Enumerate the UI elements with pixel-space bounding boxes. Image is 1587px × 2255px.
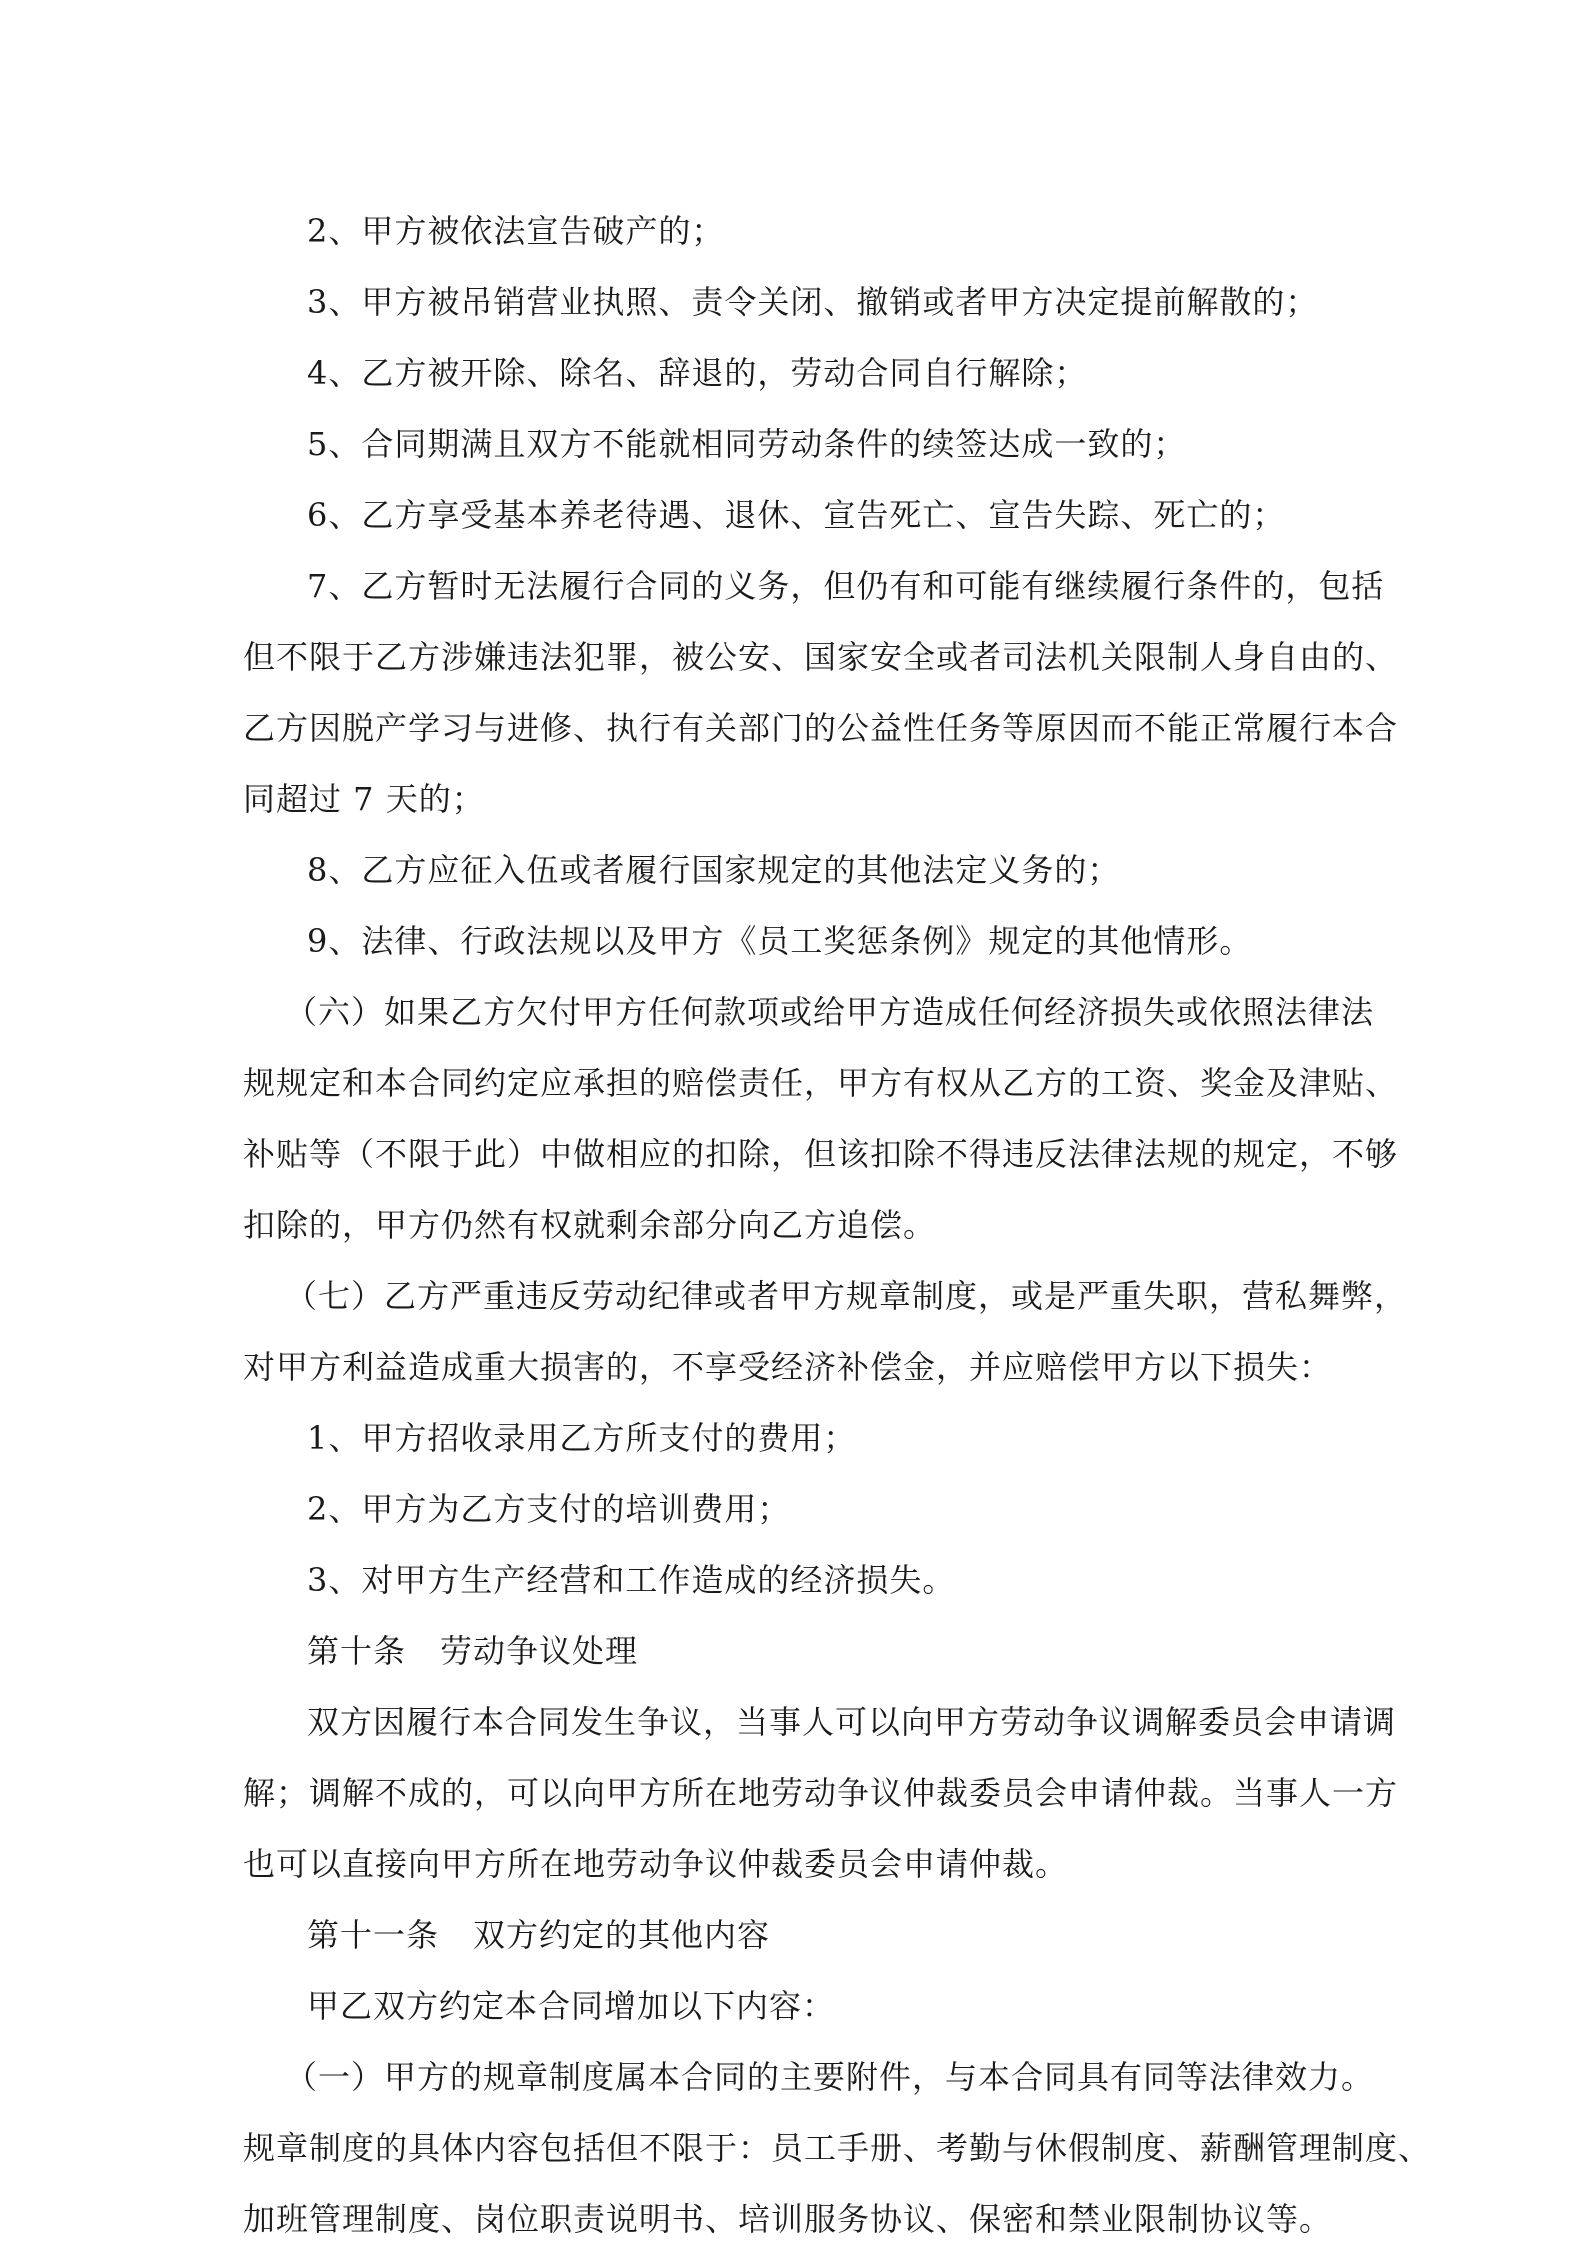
article-line: 解；调解不成的，可以向甲方所在地劳动争议仲裁委员会申请仲裁。当事人一方 bbox=[243, 1774, 1399, 1812]
clause-line: 同超过 7 天的； bbox=[243, 780, 485, 818]
clause-line: 9、法律、行政法规以及甲方《员工奖惩条例》规定的其他情形。 bbox=[307, 922, 1253, 960]
article-line: 也可以直接向甲方所在地劳动争议仲裁委员会申请仲裁。 bbox=[243, 1845, 1069, 1883]
clause-line: （六）如果乙方欠付甲方任何款项或给甲方造成任何经济损失或依照法律法 bbox=[285, 993, 1375, 1031]
clause-line: 规规定和本合同约定应承担的赔偿责任，甲方有权从乙方的工资、奖金及津贴、 bbox=[243, 1064, 1399, 1102]
clause-line: 5、合同期满且双方不能就相同劳动条件的续签达成一致的； bbox=[307, 425, 1187, 463]
article-line: 双方因履行本合同发生争议，当事人可以向甲方劳动争议调解委员会申请调 bbox=[307, 1703, 1397, 1741]
clause-line: 对甲方利益造成重大损害的，不享受经济补偿金，并应赔偿甲方以下损失： bbox=[243, 1348, 1333, 1386]
article-line: 规章制度的具体内容包括但不限于：员工手册、考勤与休假制度、薪酬管理制度、 bbox=[243, 2129, 1432, 2167]
article-10-title: 劳动争议处理 bbox=[440, 1632, 639, 1670]
clause-line: 4、乙方被开除、除名、辞退的，劳动合同自行解除； bbox=[307, 354, 1088, 392]
clause-line: 6、乙方享受基本养老待遇、退休、宣告死亡、宣告失踪、死亡的； bbox=[307, 496, 1286, 534]
clause-line: （七）乙方严重违反劳动纪律或者甲方规章制度，或是严重失职，营私舞弊， bbox=[285, 1277, 1408, 1315]
article-10-heading bbox=[243, 1616, 1353, 1687]
article-11-number: 第十一条 bbox=[307, 1916, 440, 1954]
clause-line: 3、甲方被吊销营业执照、责令关闭、撤销或者甲方决定提前解散的； bbox=[307, 283, 1319, 321]
article-line: 甲乙双方约定本合同增加以下内容： bbox=[307, 1987, 836, 2025]
clause-line: 1、甲方招收录用乙方所支付的费用； bbox=[307, 1419, 857, 1457]
clause-line: 8、乙方应征入伍或者履行国家规定的其他法定义务的； bbox=[307, 851, 1121, 889]
document-page bbox=[243, 196, 1432, 2255]
clause-list bbox=[243, 196, 1408, 1616]
clause-line: 2、甲方为乙方支付的培训费用； bbox=[307, 1490, 791, 1528]
article-line: （一）甲方的规章制度属本合同的主要附件，与本合同具有同等法律效力。 bbox=[285, 2058, 1375, 2096]
clause-line: 但不限于乙方涉嫌违法犯罪，被公安、国家安全或者司法机关限制人身自由的、 bbox=[243, 638, 1399, 676]
article-11-heading bbox=[243, 1900, 1353, 1971]
article-11-title: 双方约定的其他内容 bbox=[473, 1916, 771, 1954]
article-11-body bbox=[243, 1971, 1432, 2255]
clause-line: 扣除的，甲方仍然有权就剩余部分向乙方追偿。 bbox=[243, 1206, 937, 1244]
article-10-number: 第十条 bbox=[307, 1632, 407, 1670]
clause-line: 2、甲方被依法宣告破产的； bbox=[307, 212, 725, 250]
clause-line: 7、乙方暂时无法履行合同的义务，但仍有和可能有继续履行条件的，包括 bbox=[307, 567, 1385, 605]
article-line: 加班管理制度、岗位职责说明书、培训服务协议、保密和禁业限制协议等。 bbox=[243, 2200, 1333, 2238]
clause-line: 乙方因脱产学习与进修、执行有关部门的公益性任务等原因而不能正常履行本合 bbox=[243, 709, 1399, 747]
article-10-body bbox=[243, 1687, 1399, 1900]
clause-line: 补贴等（不限于此）中做相应的扣除，但该扣除不得违反法律法规的规定，不够 bbox=[243, 1135, 1399, 1173]
clause-line: 3、对甲方生产经营和工作造成的经济损失。 bbox=[307, 1561, 956, 1599]
